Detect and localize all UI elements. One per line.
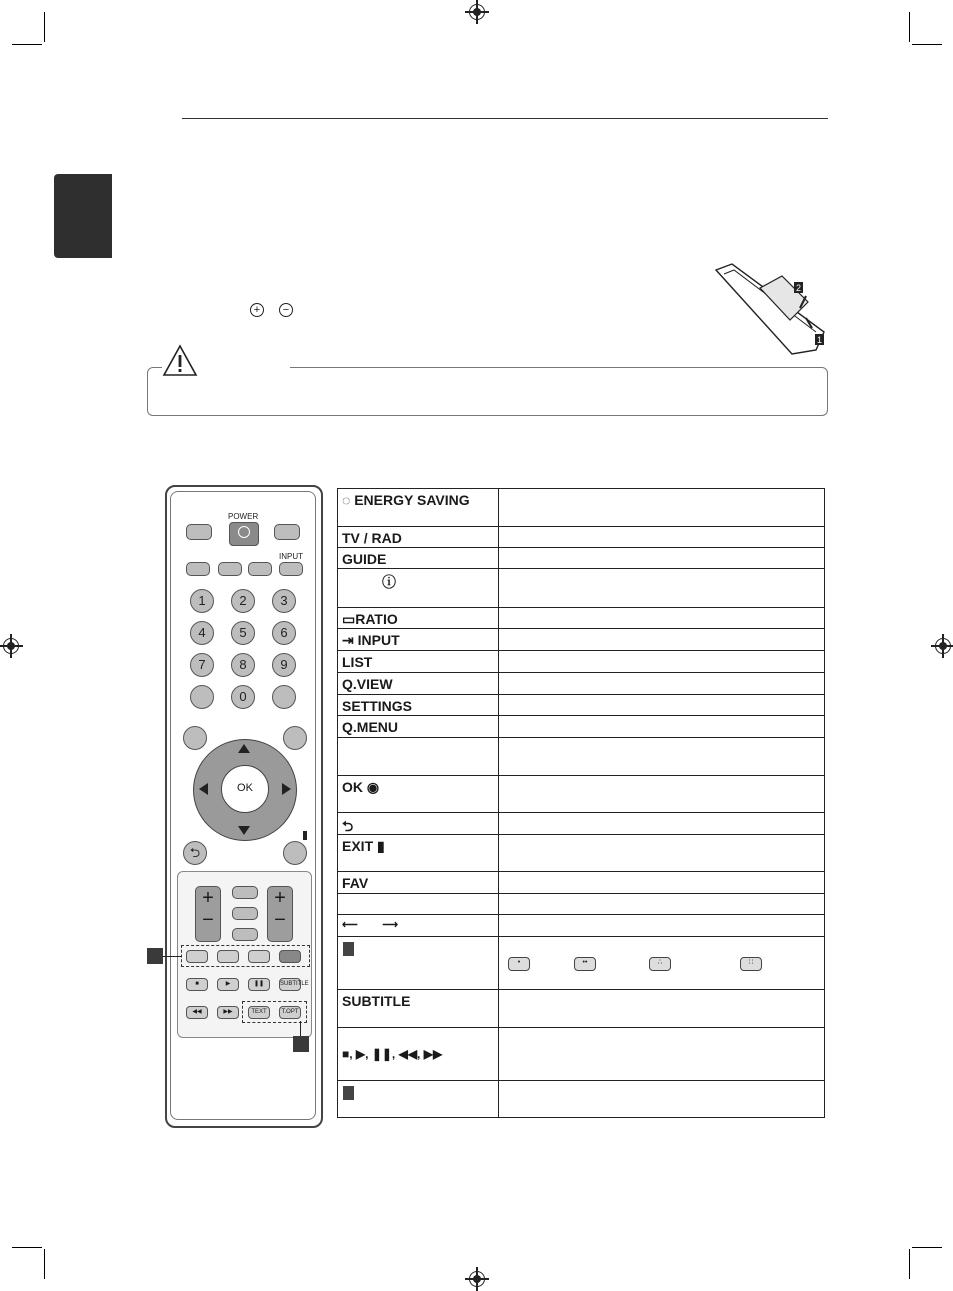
row-label: ⇥ INPUT [342, 632, 400, 648]
table-row [337, 488, 825, 526]
info-icon: ⓘ [382, 574, 396, 590]
number-button-3[interactable]: 3 [272, 589, 296, 613]
table-row [337, 1080, 825, 1118]
callout-square [343, 1086, 354, 1100]
yellow-key[interactable] [248, 950, 270, 963]
registration-mark-icon [469, 1271, 485, 1287]
remote-battery-illustration [712, 262, 830, 358]
input-button[interactable] [279, 562, 303, 576]
table-row [337, 607, 825, 628]
table-row [337, 834, 825, 871]
exit-button[interactable] [283, 841, 307, 865]
playback-icons: ■, ▶, ❚❚, ◀◀, ▶▶ [342, 1047, 443, 1061]
blue-key[interactable] [279, 950, 301, 963]
number-button-1[interactable]: 1 [190, 589, 214, 613]
caution-box [147, 367, 828, 416]
table-row: SUBTITLE [337, 989, 825, 1027]
table-row [337, 628, 825, 650]
back-icon: ⮌ [342, 818, 354, 834]
registration-mark-icon [935, 638, 951, 654]
table-row [337, 1027, 825, 1080]
row-label: OK ◉ [342, 779, 380, 795]
crop-mark [909, 1249, 910, 1279]
number-button-0[interactable]: 0 [231, 685, 255, 709]
number-button-9[interactable]: 9 [272, 653, 296, 677]
play-button[interactable]: ▶ [217, 978, 239, 991]
back-button[interactable]: ⮌ [183, 841, 207, 865]
crop-mark [12, 44, 42, 45]
number-button-8[interactable]: 8 [231, 653, 255, 677]
power-button[interactable] [229, 522, 259, 546]
table-row: Q.MENU [337, 715, 825, 737]
row-label: ◌ ENERGY SAVING [342, 492, 470, 508]
row-label: EXIT ▮ [342, 838, 385, 854]
table-row [337, 893, 825, 914]
chapter-tab [54, 174, 112, 258]
table-row: Q.VIEW [337, 672, 825, 694]
green-key[interactable] [217, 950, 239, 963]
yellow-key-icon: ∴ [649, 957, 671, 971]
mute-button[interactable] [232, 928, 258, 941]
number-button-6[interactable]: 6 [272, 621, 296, 645]
table-row [337, 812, 825, 834]
exit-icon [303, 831, 307, 840]
text-button[interactable]: TEXT [248, 1006, 270, 1019]
table-row [337, 737, 825, 775]
list-button[interactable] [190, 685, 214, 709]
warning-icon [162, 344, 198, 378]
rewind-button[interactable]: ◀◀ [186, 1006, 208, 1019]
table-row: GUIDE [337, 547, 825, 568]
table-row: TV / RAD [337, 526, 825, 547]
power-label: POWER [228, 512, 259, 521]
table-row: FAV [337, 871, 825, 893]
tv-radio-button[interactable] [274, 524, 300, 540]
3d-button[interactable] [232, 907, 258, 920]
callout-square [343, 942, 354, 956]
crop-mark [44, 12, 45, 42]
crop-mark [44, 1249, 45, 1279]
power-icon [238, 526, 250, 538]
red-key[interactable] [186, 950, 208, 963]
number-button-5[interactable]: 5 [231, 621, 255, 645]
svg-text:1: 1 [817, 335, 823, 345]
fav-button[interactable] [232, 886, 258, 899]
arrow-down-icon[interactable] [238, 826, 250, 835]
red-key-icon: • [508, 957, 530, 971]
arrow-left-icon[interactable] [199, 783, 208, 795]
table-row [337, 568, 825, 607]
table-row: LIST [337, 650, 825, 672]
channel-rocker[interactable]: + − [267, 886, 293, 942]
crop-mark [909, 12, 910, 42]
table-row [337, 775, 825, 812]
ratio-button[interactable] [248, 562, 272, 576]
input-label: INPUT [279, 552, 303, 561]
settings-button[interactable] [183, 726, 207, 750]
callout-marker [293, 1036, 309, 1052]
row-label: ▭RATIO [342, 611, 398, 627]
t-opt-button[interactable]: T.OPT [279, 1006, 301, 1019]
number-button-2[interactable]: 2 [231, 589, 255, 613]
pause-button[interactable]: ❚❚ [248, 978, 270, 991]
stop-button[interactable]: ■ [186, 978, 208, 991]
subtitle-button[interactable]: SUBTITLE [279, 978, 301, 991]
guide-button[interactable] [186, 562, 210, 576]
volume-rocker[interactable]: + − [195, 886, 221, 942]
minus-circle-icon: − [279, 303, 293, 317]
number-button-4[interactable]: 4 [190, 621, 214, 645]
crop-mark [912, 44, 942, 45]
q-menu-button[interactable] [283, 726, 307, 750]
crop-mark [12, 1247, 42, 1248]
svg-text:2: 2 [796, 283, 802, 293]
registration-mark-icon [469, 4, 485, 20]
crop-mark [912, 1247, 942, 1248]
ok-button[interactable]: OK [221, 765, 269, 813]
q-view-button[interactable] [272, 685, 296, 709]
table-row [337, 936, 825, 989]
number-button-7[interactable]: 7 [190, 653, 214, 677]
info-button[interactable] [218, 562, 242, 576]
green-key-icon: •• [574, 957, 596, 971]
fast-forward-button[interactable]: ▶▶ [217, 1006, 239, 1019]
table-row [337, 914, 825, 936]
plus-circle-icon: + [250, 303, 264, 317]
callout-marker [147, 948, 163, 964]
arrow-right-icon[interactable] [282, 783, 291, 795]
registration-mark-icon [3, 638, 19, 654]
energy-saving-button[interactable] [186, 524, 212, 540]
table-row: SETTINGS [337, 694, 825, 715]
header-rule [182, 118, 828, 119]
page-arrows-icon: ⟵ ⟶ [342, 919, 398, 931]
blue-key-icon: ∷ [740, 957, 762, 971]
arrow-up-icon[interactable] [238, 744, 250, 753]
